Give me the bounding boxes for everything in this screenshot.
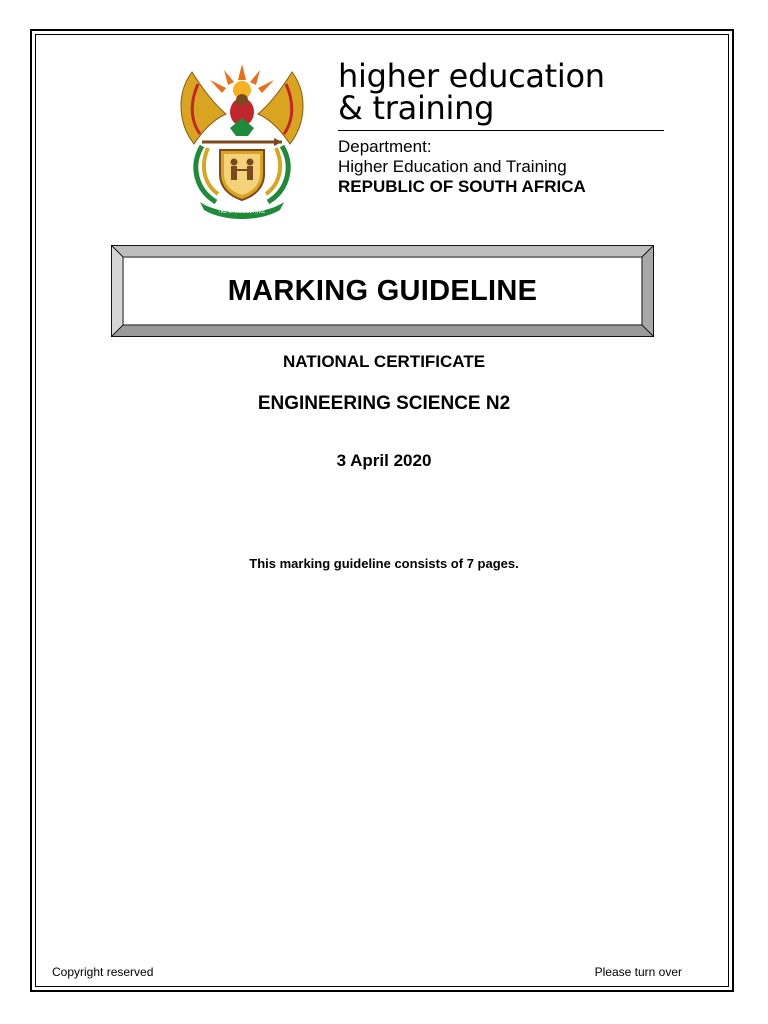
turn-over-notice: Please turn over <box>594 965 682 979</box>
page-count-note: This marking guideline consists of 7 pages. <box>249 556 519 571</box>
coat-of-arms-icon <box>172 62 312 220</box>
header-rule <box>338 130 664 131</box>
country-name: REPUBLIC OF SOUTH AFRICA <box>338 177 586 196</box>
department-label: Department: <box>338 137 432 156</box>
department-name-line2: & training <box>338 89 495 127</box>
department-name-line1: higher education <box>338 57 605 95</box>
department-full-name: Higher Education and Training <box>338 157 567 176</box>
svg-text:!KE E: /XARRA //KE: !KE E: /XARRA //KE <box>218 209 266 215</box>
exam-date: 3 April 2020 <box>336 451 432 470</box>
certificate-type: NATIONAL CERTIFICATE <box>282 352 486 371</box>
document-title: MARKING GUIDELINE <box>227 274 538 307</box>
title-box <box>111 245 654 337</box>
department-header <box>338 57 668 197</box>
left-wing <box>181 72 226 144</box>
copyright-notice: Copyright reserved <box>52 965 154 979</box>
subject-name: ENGINEERING SCIENCE N2 <box>257 393 511 414</box>
right-wing <box>258 72 303 144</box>
